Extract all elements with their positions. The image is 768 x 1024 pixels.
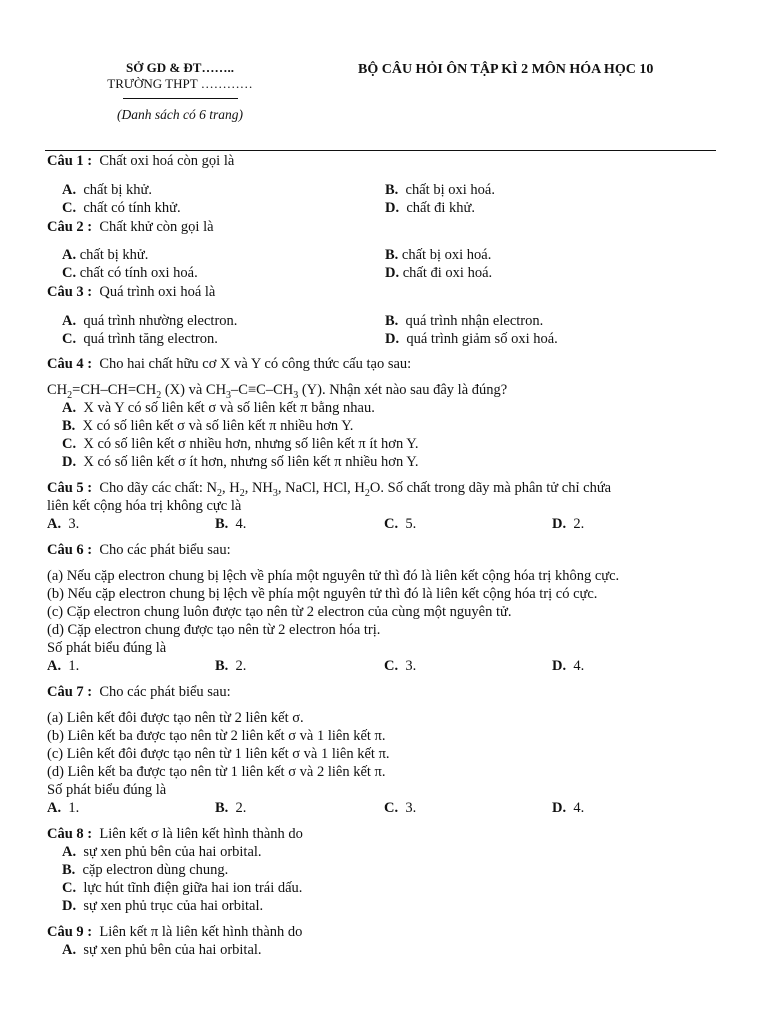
q6-option-a: A. 1. — [47, 658, 80, 674]
q1-option-d: D. chất đi khử. — [385, 200, 476, 216]
q8-option-d: D. sự xen phủ trục của hai orbital. — [62, 898, 264, 914]
q7-statement-a: (a) Liên kết đôi được tạo nên từ 2 liên kết σ. — [47, 710, 304, 726]
question-3 — [47, 284, 215, 301]
header-left — [95, 60, 265, 123]
q3-option-c: C. quá trình tăng electron. — [62, 331, 218, 347]
question-label: Câu 2 : — [47, 219, 93, 235]
question-1 — [47, 153, 234, 170]
q2-option-d: D. chất đi oxi hoá. — [385, 265, 493, 281]
question-5: Câu 5 : Cho dãy các chất: $N_2$, $H_2$, $NH_3$, NaCl, HCl, $H_2O$. Số chất trong dãy mà phân tử chỉ chứa — [47, 480, 612, 499]
q4-option-d: D. X có số liên kết σ ít hơn, nhưng số liên kết π nhiều hơn Y. — [62, 454, 419, 470]
q7-statement-d: (d) Liên kết ba được tạo nên từ 1 liên kết σ và 2 liên kết π. — [47, 764, 386, 780]
q2-option-a: A. chất bị khử. — [62, 247, 149, 263]
q4-option-b: B. X có số liên kết σ và số liên kết π nhiều hơn Y. — [62, 418, 354, 434]
question-text: Liên kết σ là liên kết hình thành do — [99, 826, 303, 842]
q7-option-b: B. 2. — [215, 800, 247, 816]
question-text: Cho các phát biểu sau: — [99, 542, 231, 558]
q6-statement-a: (a) Nếu cặp electron chung bị lệch về phía một nguyên tử thì đó là liên kết cộng hóa trị không cực. — [47, 568, 620, 584]
q7-statement-b: (b) Liên kết ba được tạo nên từ 2 liên kết σ và 1 liên kết π. — [47, 728, 386, 744]
question-label: Câu 6 : — [47, 542, 93, 558]
header-divider — [123, 98, 238, 99]
q4-option-c: C. X có số liên kết σ nhiều hơn, nhưng số liên kết π ít hơn Y. — [62, 436, 419, 452]
q1-option-c: C. chất có tính khử. — [62, 200, 181, 216]
question-9 — [47, 924, 302, 941]
q7-statement-c: (c) Liên kết đôi được tạo nên từ 1 liên kết σ và 1 liên kết π. — [47, 746, 390, 762]
question-label: Câu 8 : — [47, 826, 93, 842]
q8-option-b: B. cặp electron dùng chung. — [62, 862, 229, 878]
q6-option-c: C. 3. — [384, 658, 417, 674]
page-count-note: (Danh sách có 6 trang) — [117, 107, 243, 122]
question-label: Câu 3 : — [47, 284, 93, 300]
formula-x: $CH_2=CH-CH=CH_2$ (X) và $CH_3-C\equiv C-CH_3$ (Y). — [47, 382, 326, 401]
question-label: Câu 1 : — [47, 153, 93, 169]
question-6 — [47, 542, 231, 559]
q4-formula-line — [47, 382, 507, 399]
question-text: Cho hai chất hữu cơ X và Y có công thức cấu tạo sau: — [99, 356, 412, 372]
question-text: Cho các phát biểu sau: — [99, 684, 231, 700]
q5-text-line2: liên kết cộng hóa trị không cực là — [47, 498, 242, 514]
q1-option-a: A. chất bị khử. — [62, 182, 153, 198]
question-text: Chất oxi hoá còn gọi là — [99, 153, 235, 169]
q5-option-c: C. 5. — [384, 516, 417, 532]
q5-option-a: A. 3. — [47, 516, 80, 532]
q8-option-c: C. lực hút tĩnh điện giữa hai ion trái dấu. — [62, 880, 303, 896]
q1-option-b: B. chất bị oxi hoá. — [385, 182, 495, 198]
document-title: BỘ CÂU HỎI ÔN TẬP KÌ 2 MÔN HÓA HỌC 10 — [358, 62, 654, 77]
q6-statement-c: (c) Cặp electron chung luôn được tạo nên từ 2 electron của cùng một nguyên tử. — [47, 604, 512, 620]
q6-option-b: B. 2. — [215, 658, 247, 674]
question-text: Chất khử còn gọi là — [99, 219, 214, 235]
q7-option-a: A. 1. — [47, 800, 80, 816]
question-4 — [47, 356, 411, 373]
question-text: Liên kết π là liên kết hình thành do — [99, 924, 303, 940]
q7-ask: Số phát biểu đúng là — [47, 782, 167, 798]
q6-statement-d: (d) Cặp electron chung được tạo nên từ 2 electron hóa trị. — [47, 622, 381, 638]
q6-option-d: D. 4. — [552, 658, 585, 674]
school-name: TRƯỜNG THPT ………… — [107, 76, 253, 91]
question-7 — [47, 684, 231, 701]
q6-statement-b: (b) Nếu cặp electron chung bị lệch về phía một nguyên tử thì đó là liên kết cộng hóa trị có cực. — [47, 586, 598, 602]
q4-stem-tail: Nhận xét nào sau đây là đúng? — [329, 382, 508, 398]
header-rule — [45, 150, 716, 151]
q9-option-a: A. sự xen phủ bên của hai orbital. — [62, 942, 262, 958]
question-8 — [47, 826, 303, 843]
q3-option-b: B. quá trình nhận electron. — [385, 313, 544, 329]
q2-option-c: C. chất có tính oxi hoá. — [62, 265, 198, 281]
question-label: Câu 7 : — [47, 684, 93, 700]
substance-list: $N_2$, $H_2$, $NH_3$, NaCl, HCl, $H_2O$. — [206, 480, 384, 499]
question-label: Câu 4 : — [47, 356, 93, 372]
question-2 — [47, 219, 214, 236]
q6-ask: Số phát biểu đúng là — [47, 640, 167, 656]
question-text: Quá trình oxi hoá là — [99, 284, 216, 300]
question-label: Câu 9 : — [47, 924, 93, 940]
q2-option-b: B. chất bị oxi hoá. — [385, 247, 492, 263]
q3-option-a: A. quá trình nhường electron. — [62, 313, 238, 329]
q5-option-b: B. 4. — [215, 516, 247, 532]
q7-option-d: D. 4. — [552, 800, 585, 816]
q8-option-a: A. sự xen phủ bên của hai orbital. — [62, 844, 262, 860]
q5-option-d: D. 2. — [552, 516, 585, 532]
q3-option-d: D. quá trình giảm số oxi hoá. — [385, 331, 558, 347]
q4-option-a: A. X và Y có số liên kết σ và số liên kết π bằng nhau. — [62, 400, 375, 416]
q7-option-c: C. 3. — [384, 800, 417, 816]
question-label: Câu 5 : — [47, 480, 93, 496]
department-name: SỞ GD & ĐT…….. — [126, 60, 234, 75]
